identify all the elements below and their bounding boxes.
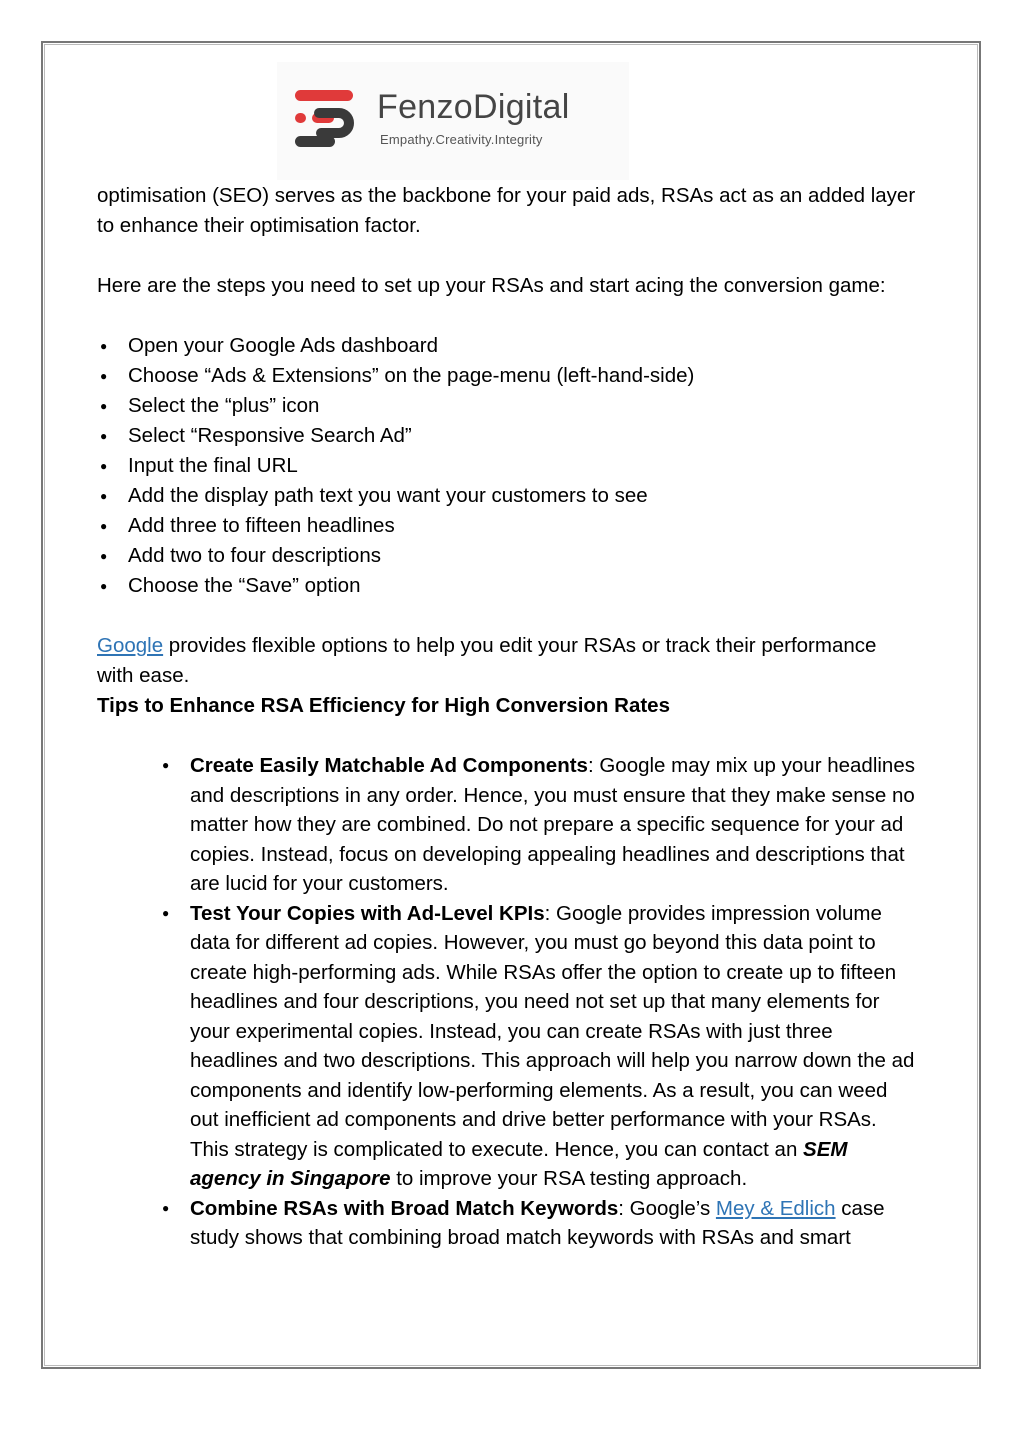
- tip-text-tail: to improve your RSA testing approach.: [390, 1167, 748, 1190]
- intro-paragraph: optimisation (SEO) serves as the backbone for your paid ads, RSAs act as an added layer to enhance their optimisation factor.: [97, 184, 916, 237]
- setup-steps-list: [97, 331, 917, 601]
- fenzo-logo-icon: [295, 90, 357, 148]
- list-item: ● Choose the “Save” option: [97, 571, 917, 601]
- list-item: ● Add two to four descriptions: [97, 541, 917, 571]
- logo-name: FenzoDigital: [377, 88, 570, 126]
- tip-text-tail: case study shows that combining broad match keywords with RSAs and smart: [190, 1196, 885, 1249]
- google-link[interactable]: Google: [97, 634, 164, 657]
- google-paragraph-text: provides flexible options to help you edit your RSAs or track their performance with ease.: [97, 634, 877, 687]
- tip-item: [97, 899, 917, 1194]
- list-item: ● Open your Google Ads dashboard: [97, 331, 917, 361]
- tip-text: : Google’s: [618, 1196, 716, 1220]
- sem-agency-emphasis: SEM agency in Singapore: [190, 1137, 848, 1190]
- document-body: [97, 181, 917, 1253]
- mey-edlich-link[interactable]: Mey & Edlich: [715, 1196, 836, 1220]
- list-item: ● Select “Responsive Search Ad”: [97, 421, 917, 451]
- list-item: ● Choose “Ads & Extensions” on the page-menu (left-hand-side): [97, 361, 917, 391]
- tip-title: Combine RSAs with Broad Match Keywords: [190, 1196, 619, 1220]
- tip-title: Test Your Copies with Ad-Level KPIs: [190, 901, 545, 925]
- tips-list: [97, 751, 917, 1253]
- steps-intro-paragraph: Here are the steps you need to set up your RSAs and start acing the conversion game:: [97, 274, 886, 297]
- tip-text: : Google provides impression volume data for different ad copies. However, you must go beyond this data point to create high-performing ads. While RSAs offer the option to create up to fifteen headlines and four descriptions, you need not set up that many elements for your experimental copies. Instead, you can create RSAs with just three headlines and two descriptions. This approach will help you narrow down the ad components and identify low-performing elements. As a result, you can weed out inefficient ad components and drive better performance with your RSAs. This strategy is complicated to execute. Hence, you can contact an: [190, 901, 915, 1161]
- list-item: ● Add the display path text you want your customers to see: [97, 481, 917, 511]
- google-paragraph: [97, 631, 917, 691]
- logo-tagline: Empathy.Creativity.Integrity: [380, 132, 543, 147]
- tip-item: [97, 1194, 917, 1253]
- list-item: ● Input the final URL: [97, 451, 917, 481]
- tip-item: [97, 751, 917, 899]
- list-item: ● Add three to fifteen headlines: [97, 511, 917, 541]
- tip-title: Create Easily Matchable Ad Components: [190, 754, 588, 777]
- company-logo: [277, 62, 629, 180]
- tip-text: : Google may mix up your headlines and descriptions in any order. Hence, you must ensure that they make sense no matter how they are combined. Do not prepare a specific sequence for your ad copies. Instead, focus on developing appealing headlines and descriptions that are lucid for your customers.: [190, 754, 915, 895]
- tips-heading: Tips to Enhance RSA Efficiency for High Conversion Rates: [97, 694, 670, 717]
- list-item: ● Select the “plus” icon: [97, 391, 917, 421]
